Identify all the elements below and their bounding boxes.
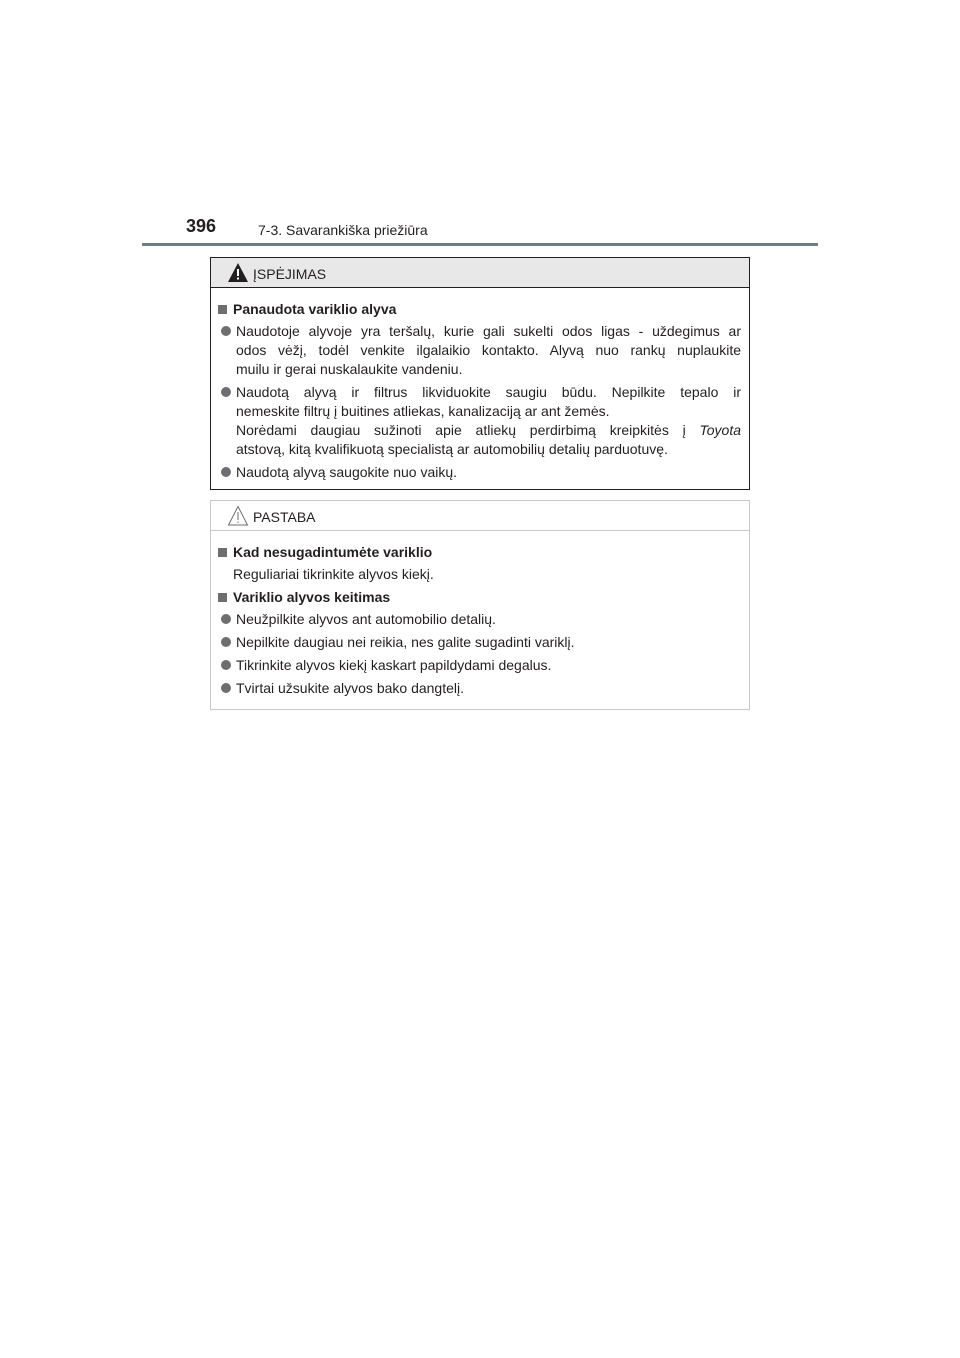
notice-heading [218, 588, 741, 607]
page-header [142, 214, 818, 246]
notice-text1: Reguliariai tikrinkite alyvos kiekį. [233, 566, 434, 582]
notice-item-text: Nepilkite daugiau nei reikia, nes galite sugadinti variklį. [236, 634, 575, 650]
round-bullet-icon [221, 614, 231, 624]
warning-label: ĮSPĖJIMAS [253, 266, 327, 282]
round-bullet-icon [221, 467, 231, 477]
warning-item2-line3 [236, 421, 741, 440]
warning-item [218, 463, 741, 482]
round-bullet-icon [221, 660, 231, 670]
square-bullet-icon [218, 548, 227, 557]
warning-item2-line2: nemeskite filtrų į buitines atliekas, kanalizaciją ar ant žemės. [236, 403, 610, 419]
notice-box [210, 500, 750, 710]
header-rule [142, 243, 818, 246]
notice-item-text: Tvirtai užsukite alyvos bako dangtelį. [236, 680, 464, 696]
notice-label: PASTABA [253, 509, 316, 525]
warning-heading [218, 300, 741, 319]
notice-item [218, 656, 741, 675]
square-bullet-icon [218, 305, 227, 314]
notice-heading [218, 543, 741, 562]
warning-item [218, 383, 741, 459]
warning-item2-line4: atstovą, kitą kvalifikuotą specialistą ar automobilių detalių parduotuvę. [236, 441, 668, 457]
warning-item1-line3: muilu ir gerai nuskalaukite vandeniu. [236, 361, 463, 377]
warning-item1-line1: Naudotoje alyvoje yra teršalų, kurie gali sukelti odos ligas - uždegimus ar [236, 323, 741, 339]
section-title: 7-3. Savarankiška priežiūra [258, 222, 428, 238]
notice-box-header [211, 501, 749, 531]
round-bullet-icon [221, 637, 231, 647]
square-bullet-icon [218, 593, 227, 602]
caution-outline-triangle-icon [227, 505, 249, 527]
notice-heading1-text: Kad nesugadintumėte variklio [233, 544, 433, 560]
notice-box-body [211, 531, 749, 698]
round-bullet-icon [221, 683, 231, 693]
warning-item2-line3-text: Norėdami daugiau sužinoti apie atliekų perdirbimą kreipkitės į [236, 422, 700, 438]
round-bullet-icon [221, 387, 231, 397]
notice-heading2-text: Variklio alyvos keitimas [233, 589, 391, 605]
warning-item2-line1: Naudotą alyvą ir filtrus likviduokite saugiu būdu. Nepilkite tepalo ir [236, 384, 741, 400]
warning-filled-triangle-icon [227, 262, 249, 284]
warning-box [210, 257, 750, 490]
page-number: 396 [186, 216, 217, 236]
warning-item3-text: Naudotą alyvą saugokite nuo vaikų. [236, 464, 458, 480]
brand-name: Toyota [699, 422, 741, 438]
notice-item [218, 633, 741, 652]
warning-item [218, 322, 741, 379]
notice-item-text: Neužpilkite alyvos ant automobilio detalių. [236, 611, 496, 627]
notice-item [218, 679, 741, 698]
warning-box-body [211, 288, 749, 482]
notice-item-text: Tikrinkite alyvos kiekį kaskart papildydami degalus. [236, 657, 552, 673]
notice-item [218, 610, 741, 629]
round-bullet-icon [221, 326, 231, 336]
warning-box-header [211, 258, 749, 288]
warning-heading-text: Panaudota variklio alyva [233, 301, 397, 317]
warning-item1-line2: odos vėžį, todėl venkite ilgalaikio kontakto. Alyvą nuo rankų nuplaukite [236, 342, 741, 358]
